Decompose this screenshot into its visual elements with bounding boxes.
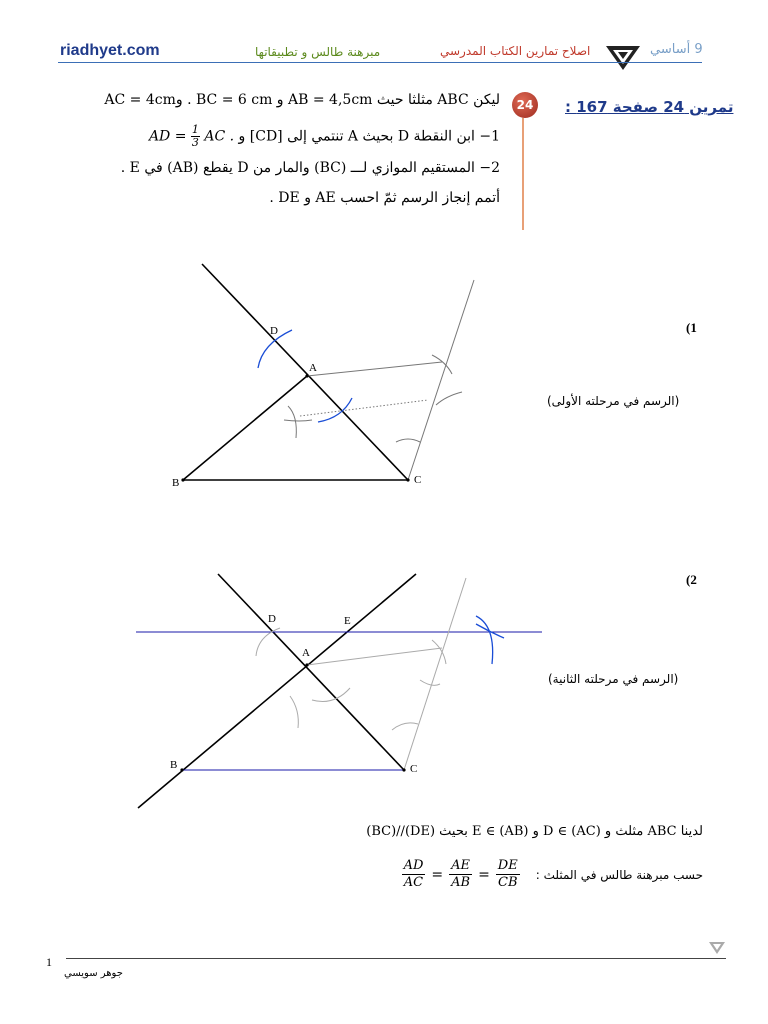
numerator-ae: AE	[449, 858, 472, 875]
footer-divider	[66, 958, 726, 959]
header-divider	[58, 62, 702, 63]
grade-label: 9 أساسي	[650, 42, 703, 57]
chapter-subtitle: مبرهنة طالس و تطبيقاتها	[255, 45, 381, 59]
exercise-side-bar	[522, 118, 524, 230]
construction-arc	[288, 406, 296, 438]
formula-lhs: AD =	[148, 128, 187, 145]
construction-arc	[396, 439, 420, 442]
label-e: E	[344, 615, 351, 627]
segment-ab	[183, 376, 307, 480]
denominator-cb: CB	[498, 875, 518, 890]
page-number: 1	[46, 955, 52, 969]
label-b: B	[172, 477, 180, 489]
exercise-line-3: 2− المستقيم الموازي لـــ (BC) والمار من D يقطع (AB) في E .	[120, 160, 500, 176]
construction-arc	[284, 420, 312, 421]
exercise-heading: تمرين 24 صفحة 167 :	[565, 98, 734, 116]
logo-icon	[604, 42, 642, 72]
label-c: C	[414, 474, 422, 486]
label-a: A	[309, 362, 317, 374]
author-name: جوهر سويسي	[64, 968, 123, 979]
compass-arc	[476, 616, 493, 664]
equals-sign: =	[478, 866, 490, 883]
figure-2-caption: (الرسم في مرحلته الثانية)	[548, 672, 679, 686]
thales-equation	[402, 858, 703, 891]
compass-arc-ad	[318, 398, 352, 422]
label-a: A	[302, 647, 310, 659]
construction-arc	[290, 696, 298, 728]
construction-line	[307, 648, 442, 665]
exercise-line-2	[149, 124, 500, 149]
label-b: B	[170, 759, 178, 771]
point-a	[305, 374, 308, 377]
exercise-line-4: أتمم إنجاز الرسم ثمّ احسب AE و DE .	[269, 190, 500, 206]
formula-fraction	[191, 124, 200, 149]
step-2-label: (2	[686, 572, 697, 587]
equals-sign: =	[431, 866, 444, 883]
construction-line	[307, 362, 442, 376]
figure-1-construction	[0, 250, 768, 510]
construction-arc	[432, 355, 452, 374]
formula-rhs: AC .	[204, 128, 235, 145]
exercise-line-2-formula	[149, 124, 234, 149]
label-d: D	[270, 325, 278, 337]
point-b	[181, 478, 184, 481]
point-a	[305, 663, 308, 666]
line-dc	[218, 574, 404, 770]
point-c	[406, 478, 409, 481]
construction-arc	[420, 680, 440, 685]
fraction-numerator: 1	[191, 123, 199, 136]
construction-arc	[436, 392, 462, 405]
thales-label: حسب مبرهنة طالس في المثلث :	[535, 867, 703, 882]
fraction-ad-ac	[402, 858, 426, 891]
exercise-line-2-text: 1− ابن النقطة D بحيث A تنتمي إلى [CD] و	[238, 128, 500, 145]
label-c: C	[410, 763, 418, 775]
construction-dotted	[300, 400, 428, 416]
compass-arc	[476, 624, 504, 638]
label-d: D	[268, 613, 276, 625]
line-dc	[202, 264, 408, 480]
fraction-de-cb	[496, 858, 520, 891]
header-title: اصلاح تمارين الكتاب المدرسي	[440, 44, 591, 58]
construction-ray	[404, 578, 466, 770]
denominator-ac: AC	[403, 875, 424, 890]
fraction-ae-ab	[449, 858, 472, 891]
exercise-badge: 24	[512, 92, 538, 118]
footer-logo-icon	[708, 940, 726, 955]
numerator-ad: AD	[403, 858, 424, 873]
exercise-line-1: ليكن ABC مثلثا حيث AB = 4,5cm و BC = 6 cm . وAC = 4cm	[104, 92, 500, 108]
construction-arc	[392, 723, 418, 730]
step-1-label: (1	[686, 320, 697, 335]
point-c	[402, 768, 405, 771]
line-eb	[138, 574, 416, 808]
figure-2-construction	[0, 560, 768, 820]
numerator-de: DE	[497, 858, 518, 873]
figure-1-caption: (الرسم في مرحلته الأولى)	[547, 394, 680, 408]
fraction-denominator: 3	[191, 136, 199, 149]
point-b	[180, 768, 183, 771]
site-name: riadhyet.com	[60, 42, 160, 59]
given-statement: لدينا ABC مثلث و D ∈ (AC) و E ∈ (AB) بحيث (DE)//(BC)	[366, 824, 703, 839]
construction-arc	[312, 688, 350, 702]
denominator-ab: AB	[451, 875, 471, 890]
construction-ray	[408, 280, 474, 480]
